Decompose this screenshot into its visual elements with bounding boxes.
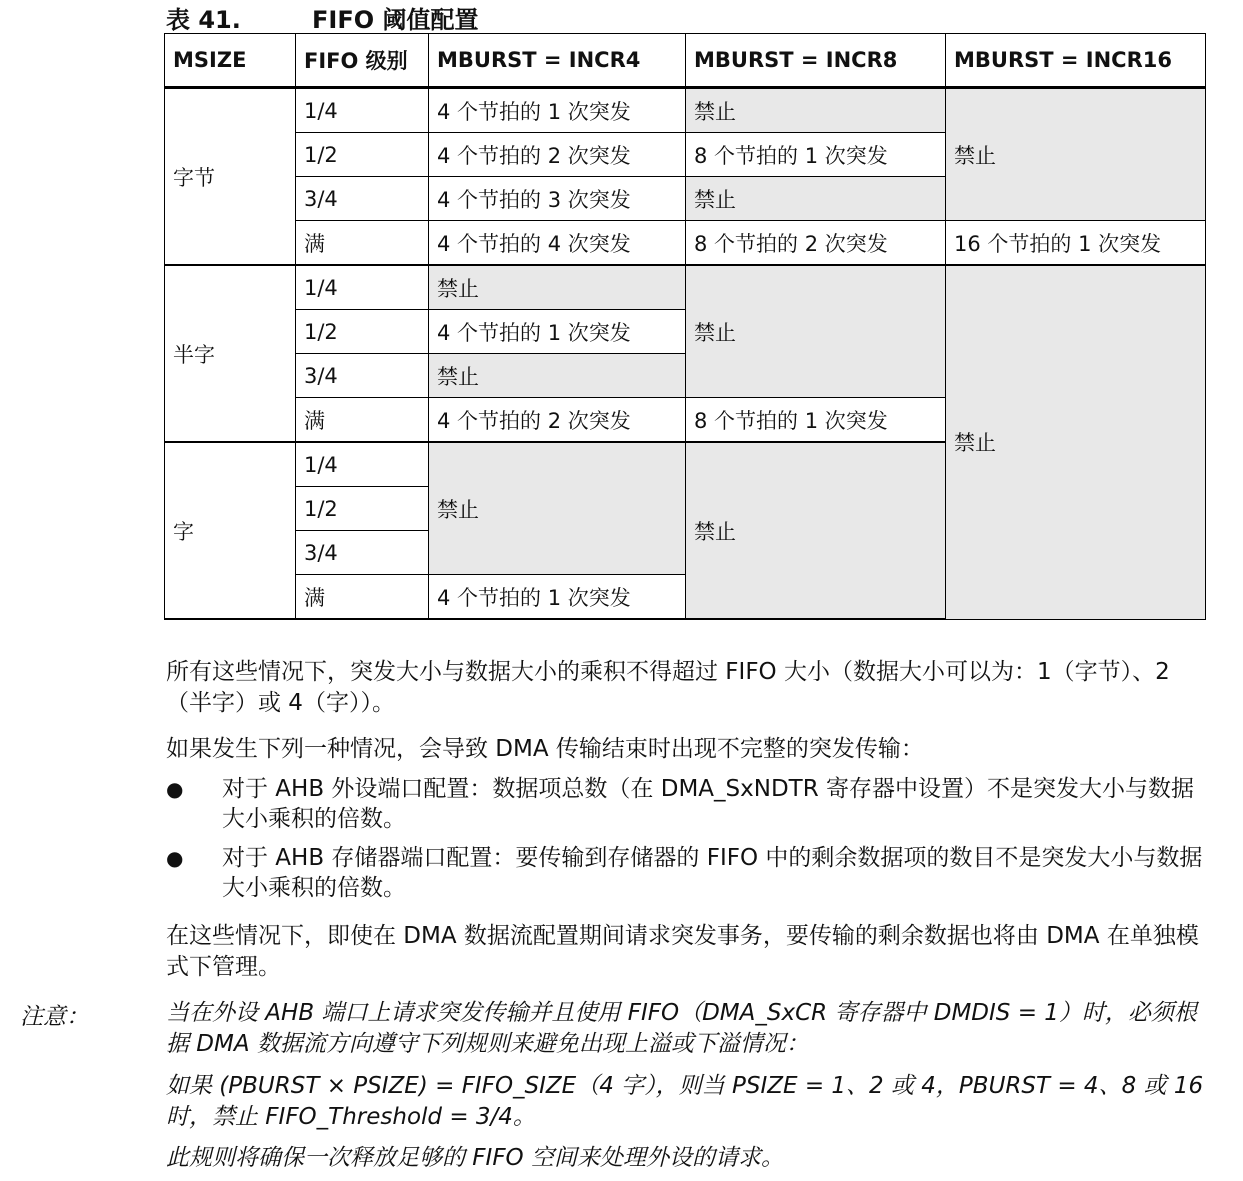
table-cell: 4 个节拍的 2 次突发 <box>429 133 686 177</box>
fifo-level-cell: 3/4 <box>296 177 429 221</box>
table-cell: 4 个节拍的 2 次突发 <box>429 398 686 443</box>
table-cell: 禁止 <box>429 442 686 575</box>
header-incr16: MBURST = INCR16 <box>946 34 1206 88</box>
fifo-threshold-table <box>164 33 1206 620</box>
table-title: FIFO 阈值配置 <box>312 6 479 34</box>
bullet-icon: ● <box>166 777 184 801</box>
table-cell: 禁止 <box>429 265 686 310</box>
table-cell: 禁止 <box>686 88 946 133</box>
msize-byte: 字节 <box>165 88 296 266</box>
bullet-item-memory <box>166 843 1212 903</box>
note-text-rule: 如果 (PBURST × PSIZE) = FIFO_SIZE（4 字），则当 PSIZE = 1、2 或 4，PBURST = 4、8 或 16 时，禁止 FIFO_Threshold = 3/4。 <box>166 1073 1204 1130</box>
table-cell: 4 个节拍的 3 次突发 <box>429 177 686 221</box>
fifo-level-cell: 1/2 <box>296 487 429 531</box>
msize-halfword: 半字 <box>165 265 296 442</box>
bullet-text: 对于 AHB 存储器端口配置：要传输到存储器的 FIFO 中的剩余数据项的数目不是突发大小与数据大小乘积的倍数。 <box>222 845 1203 901</box>
table-cell: 4 个节拍的 1 次突发 <box>429 310 686 354</box>
table-cell: 禁止 <box>429 354 686 398</box>
fifo-level-cell: 1/2 <box>296 133 429 177</box>
table-number: 表 41. <box>166 6 241 34</box>
fifo-level-cell: 1/2 <box>296 310 429 354</box>
paragraph-single-mode: 在这些情况下，即使在 DMA 数据流配置期间请求突发事务，要传输的剩余数据也将由 DMA 在单独模式下管理。 <box>166 923 1199 980</box>
header-fifo-level: FIFO 级别 <box>296 34 429 88</box>
table-cell: 8 个节拍的 2 次突发 <box>686 221 946 266</box>
table-cell: 4 个节拍的 4 次突发 <box>429 221 686 266</box>
table-row <box>165 265 1206 310</box>
fifo-level-cell: 1/4 <box>296 265 429 310</box>
fifo-level-cell: 3/4 <box>296 531 429 575</box>
table-cell: 8 个节拍的 1 次突发 <box>686 133 946 177</box>
table-cell: 禁止 <box>686 442 946 619</box>
table-caption <box>166 0 478 35</box>
note-text-conclusion: 此规则将确保一次释放足够的 FIFO 空间来处理外设的请求。 <box>166 1145 784 1171</box>
table-row <box>165 221 1206 266</box>
table-row <box>165 88 1206 133</box>
fifo-level-cell: 3/4 <box>296 354 429 398</box>
fifo-level-cell: 满 <box>296 575 429 620</box>
bullet-text: 对于 AHB 外设端口配置：数据项总数（在 DMA_SxNDTR 寄存器中设置）不是突发大小与数据大小乘积的倍数。 <box>222 776 1194 832</box>
fifo-level-cell: 满 <box>296 221 429 266</box>
paragraph-fifo-size: 所有这些情况下，突发大小与数据大小的乘积不得超过 FIFO 大小（数据大小可以为：1（字节）、2（半字）或 4（字））。 <box>166 659 1170 716</box>
table-cell: 禁止 <box>686 177 946 221</box>
fifo-level-cell: 1/4 <box>296 88 429 133</box>
table-cell: 16 个节拍的 1 次突发 <box>946 221 1206 266</box>
table-cell: 4 个节拍的 1 次突发 <box>429 575 686 620</box>
header-incr4: MBURST = INCR4 <box>429 34 686 88</box>
bullet-item-peripheral <box>166 774 1212 834</box>
table-cell: 禁止 <box>946 265 1206 619</box>
table-header-row <box>165 34 1206 88</box>
paragraph-incomplete-burst: 如果发生下列一种情况，会导致 DMA 传输结束时出现不完整的突发传输： <box>166 736 924 762</box>
table-cell: 禁止 <box>686 265 946 398</box>
table-cell: 4 个节拍的 1 次突发 <box>429 88 686 133</box>
table-cell: 禁止 <box>946 88 1206 221</box>
table-cell: 8 个节拍的 1 次突发 <box>686 398 946 443</box>
note-text-rule-intro: 当在外设 AHB 端口上请求突发传输并且使用 FIFO（DMA_SxCR 寄存器中 DMDIS = 1）时，必须根据 DMA 数据流方向遵守下列规则来避免出现上溢或下溢情况： <box>166 1000 1197 1057</box>
note-label: 注意： <box>20 1004 89 1030</box>
msize-word: 字 <box>165 442 296 619</box>
header-incr8: MBURST = INCR8 <box>686 34 946 88</box>
fifo-level-cell: 满 <box>296 398 429 443</box>
bullet-icon: ● <box>166 846 184 870</box>
fifo-level-cell: 1/4 <box>296 442 429 487</box>
header-msize: MSIZE <box>165 34 296 88</box>
